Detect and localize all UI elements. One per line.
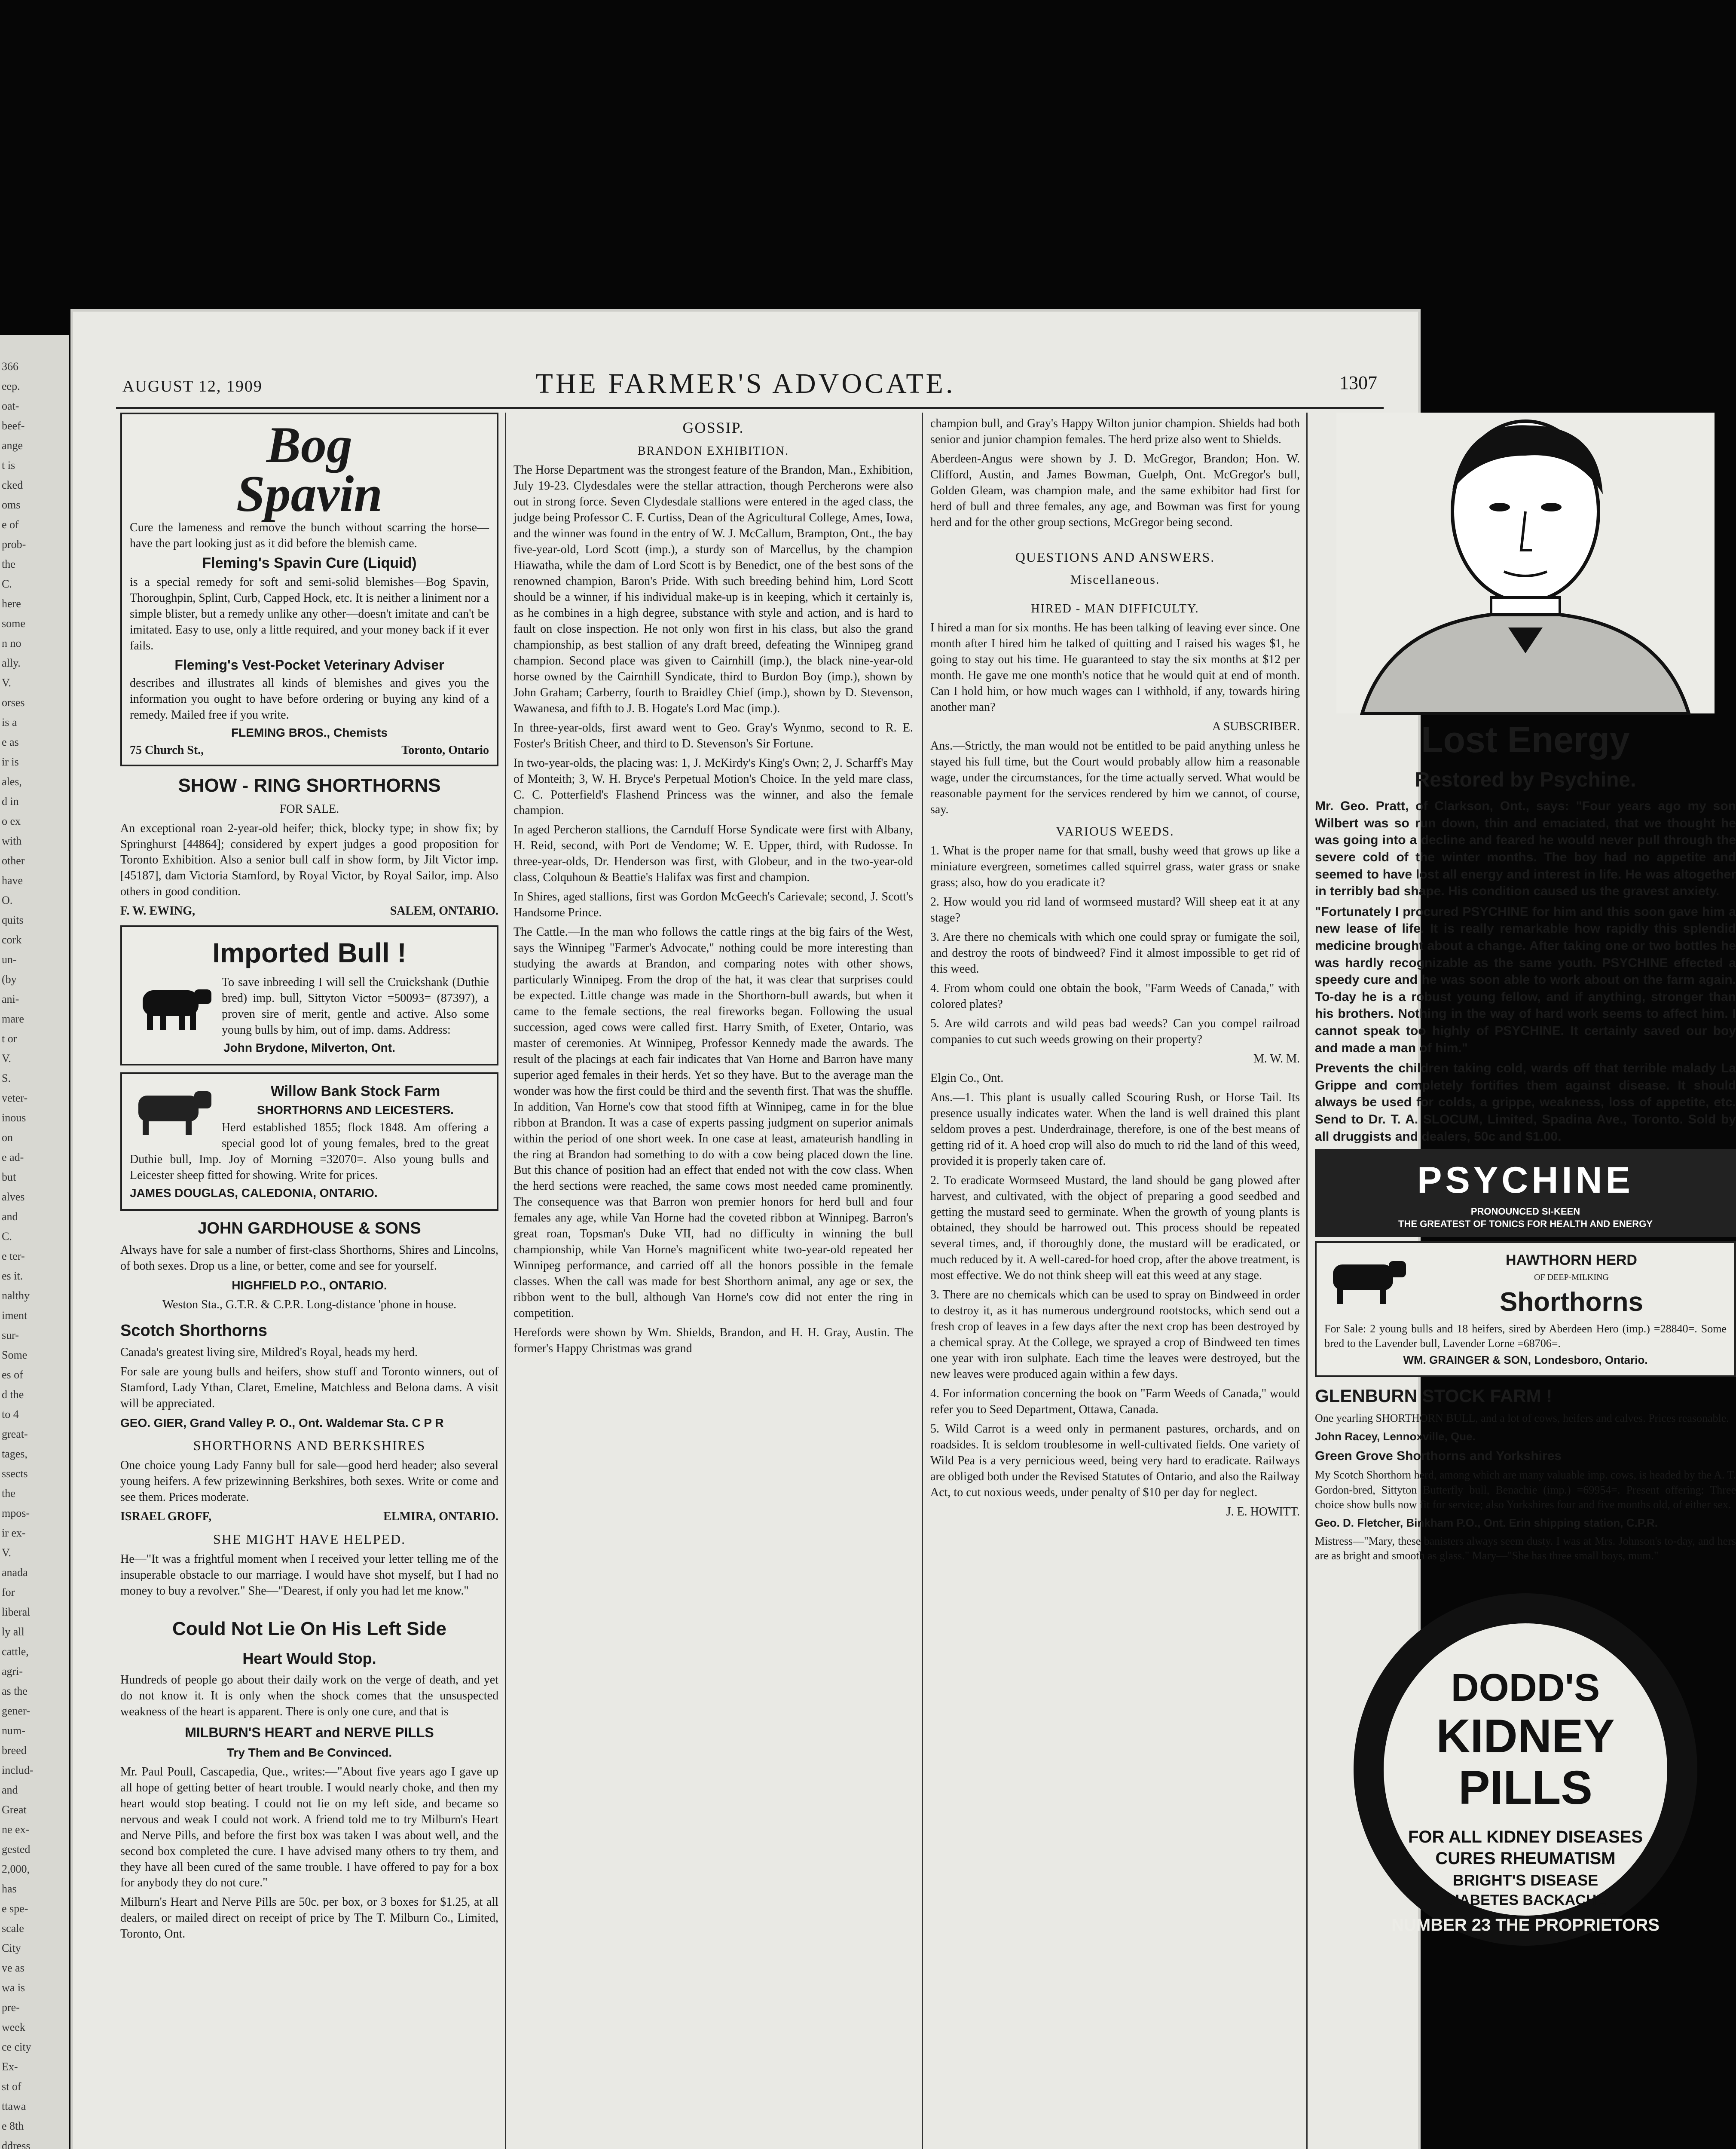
prev-page-fragment: V. — [2, 677, 11, 689]
bull-illustration — [130, 977, 216, 1033]
banister-joke: Mistress—"Mary, these banisters always seem dusty. I was at Mrs. Johnson's to-day, and hers are as bright and smooth as glass." Mary—"She has three small boys, mum." — [1315, 1534, 1736, 1562]
prev-page-fragment: scale — [2, 1922, 24, 1935]
prev-page-fragment: e as — [2, 736, 19, 748]
prev-page-fragment: great- — [2, 1428, 28, 1440]
newspaper-page — [73, 312, 1736, 2149]
brydone-sign: John Brydone, Milverton, Ont. — [223, 1041, 395, 1054]
shorthorn-bull-illustration — [1324, 1252, 1410, 1307]
prev-page-fragment: ally. — [2, 657, 21, 669]
prev-page-fragment: eep. — [2, 380, 20, 392]
hired-question: I hired a man for six months. He has been talking of leaving ever since. One month after I hired him he talked of quitting and I raised his wages $1, he going to stay out his time. He guaranteed to stay the six months at $12 per month. He gave me one month's notice that he would quit at end of month. Can I hold him, or how much wages can I withhold, if any, towards hiring another man? — [930, 621, 1300, 714]
prev-page-fragment: beef- — [2, 419, 25, 432]
prev-page-fragment: es of — [2, 1368, 23, 1381]
ewing-name: F. W. EWING, — [120, 904, 196, 918]
prev-page-fragment: e spe- — [2, 1902, 28, 1915]
milburn-tag: Try Them and Be Convinced. — [226, 1745, 392, 1759]
scotch-body: For sale are young bulls and heifers, show stuff and Toronto winners, out of Stamford, Lady Ythan, Claret, Emeline, Matchless and Belona dams. A visit will be appreciated. — [120, 1365, 498, 1411]
weeds-sign: M. W. M. — [1253, 1052, 1300, 1065]
weeds-a1: Ans.—1. This plant is usually called Scouring Rush, or Horse Tail. Its presence usually indicates water. When the land is well drained this plant seldom proves a pest. Underdrainage, therefore, is one of the best means of getting rid of it. A hoed crop will also do much to rid the land of this weed, provided it is properly taken care of. — [930, 1090, 1300, 1168]
hawthorn-breed: Shorthorns — [1499, 1287, 1644, 1317]
prev-page-fragment: veter- — [2, 1092, 28, 1104]
spavin-title: Spavin — [236, 465, 383, 522]
prev-page-fragment: ne ex- — [2, 1823, 30, 1836]
prev-page-fragment: 2,000, — [2, 1863, 30, 1875]
prev-page-fragment: alves — [2, 1191, 25, 1203]
vest-pocket-name: Fleming's Vest-Pocket Veterinary Adviser — [174, 657, 444, 673]
spavin-cure-text: is a special remedy for soft and semi-solid blemishes—Bog Spavin, Thoroughpin, Splint, Curb, Capped Hock, etc. It is neither a liniment nor a simple blister, but a remedy unlike any other—doesn't imitate and can't be imitated. Easy to use, only a little required, and your money back if it ever fails. — [130, 575, 489, 652]
gier-sign: GEO. GIER, Grand Valley P. O., Ont. Waldemar Sta. C P R — [120, 1416, 444, 1430]
column-divider — [505, 413, 506, 2149]
prev-page-fragment: V. — [2, 1052, 11, 1065]
prev-page-fragment: cork — [2, 934, 22, 946]
prev-page-fragment: cked — [2, 479, 23, 491]
prev-page-fragment: o ex — [2, 815, 21, 827]
bog-spavin-ad — [120, 413, 498, 766]
gossip-p1: In three-year-olds, first award went to Geo. Gray's Wynmo, second to R. E. Foster's British Cheer, and third to D. Stevenson's Sir Fortune. — [513, 721, 913, 750]
header-rule — [116, 407, 1384, 409]
groff-name: ISRAEL GROFF, — [120, 1510, 212, 1524]
gossip-p2: In two-year-olds, the placing was: 1, J. McKirdy's King's Own; 2, J. Scharff's May of Monteith; 3, W. H. Bryce's Perpetual Motion's Choice. In the yeld mare class, C. C. Potterfield's Flashend Princess was the winner, and also the female champion. — [513, 756, 913, 817]
prev-page-fragment: mare — [2, 1013, 24, 1025]
prev-page-fragment: n no — [2, 637, 21, 649]
gossip-sub: BRANDON EXHIBITION. — [637, 444, 789, 458]
groff-sign — [120, 1509, 498, 1525]
weeds-q3: 3. Are there no chemicals with which one could spray or fumigate the soil, and destroy the roots of bindweed? Find it almost impossible to get rid of this weed. — [930, 931, 1300, 976]
prev-page-fragment: oms — [2, 499, 21, 511]
hawthorn-body: For Sale: 2 young bulls and 18 heifers, sired by Aberdeen Hero (imp.) =28840=. Some bred to the Lavender bull, Lavender Lorne =68706=. — [1324, 1322, 1727, 1350]
prev-page-fragment: ales, — [2, 775, 22, 788]
previous-page-strip — [0, 335, 69, 2149]
column-2 — [513, 413, 913, 1360]
prev-page-fragment: ddress — [2, 2140, 31, 2149]
prev-page-fragment: inous — [2, 1111, 26, 1124]
fletcher-sign: Geo. D. Fletcher, Binkham P.O., Ont. Erin shipping station, C.P.R. — [1315, 1516, 1658, 1530]
prev-page-fragment: un- — [2, 953, 17, 966]
prev-page-fragment: (by — [2, 973, 17, 986]
show-ring-sub: FOR SALE. — [279, 802, 339, 816]
column-1 — [120, 413, 498, 1946]
prev-page-fragment: ani- — [2, 993, 19, 1005]
prev-page-fragment: ly all — [2, 1626, 24, 1638]
angus-paragraph: Aberdeen-Angus were shown by J. D. McGregor, Brandon; Hon. W. Clifford, Austin, and James Bowman, Guelph, Ont. McGregor's bull, Golden Gleam, was champion male, and the same exhibitor had first for herd of bull and three females, any age, and Bowman was first for young herd and for the other group sections, McGregor being second. — [930, 452, 1300, 529]
prev-page-fragment: C. — [2, 578, 12, 590]
portrait-illustration — [1336, 413, 1715, 713]
page-number: 1307 — [1339, 372, 1377, 393]
prev-page-fragment: ssects — [2, 1467, 28, 1480]
prev-page-fragment: ir ex- — [2, 1527, 26, 1539]
cattle-illustration — [130, 1083, 216, 1139]
prev-page-fragment: tages, — [2, 1448, 28, 1460]
psychine-tag: THE GREATEST OF TONICS FOR HEALTH AND ENERGY — [1398, 1218, 1653, 1229]
prev-page-fragment: on — [2, 1131, 13, 1144]
willow-bank-title: Willow Bank Stock Farm — [270, 1083, 440, 1099]
prev-page-fragment: Ex- — [2, 2060, 18, 2073]
prev-page-fragment: d in — [2, 795, 19, 808]
prev-page-fragment: breed — [2, 1744, 27, 1757]
fleming-firm: FLEMING BROS., Chemists — [231, 726, 388, 739]
prev-page-fragment: the — [2, 558, 15, 570]
weeds-a2: 2. To eradicate Wormseed Mustard, the land should be gang plowed after harvest, and cultivated, with the object of preparing a good seedbed and getting the mustard seed to germinate. When the growth of young plants is obtained, they should be harrowed out. This process should be repeated several times, and, if thoroughly done, the mustard will be eradicated, or much reduced by it. A well-cared-for hoed crop, after the above treatment, is most effective. We do not think sheep will eat this weed at any stage. — [930, 1173, 1300, 1283]
psychine-word: PSYCHINE — [1417, 1160, 1634, 1201]
prev-page-fragment: 366 — [2, 360, 18, 373]
column-3 — [930, 413, 1300, 1524]
prev-page-fragment: and — [2, 1784, 18, 1796]
prev-page-fragment: e ter- — [2, 1250, 25, 1262]
bog-title: Bog — [266, 416, 353, 473]
vest-pocket-text: describes and illustrates all kinds of blemishes and gives you the information you ought to have before ordering or buying any kind of a remedy. Mailed free if you write. — [130, 676, 489, 722]
grainger-sign: WM. GRAINGER & SON, Londesboro, Ontario. — [1403, 1353, 1648, 1367]
hired-sign: A SUBSCRIBER. — [1212, 720, 1300, 734]
dodds-kidney-pills-logo — [1332, 1567, 1719, 1954]
prev-page-fragment: e of — [2, 518, 19, 531]
milburn-product: MILBURN'S HEART and NERVE PILLS — [185, 1724, 434, 1740]
prev-page-fragment: ce city — [2, 2041, 31, 2053]
gossip-p6: Herefords were shown by Wm. Shields, Brandon, and H. H. Gray, Austin. The former's Happy Christmas was grand — [513, 1326, 913, 1355]
prev-page-fragment: gested — [2, 1843, 31, 1855]
hawthorn-title: HAWTHORN HERD — [1506, 1252, 1637, 1268]
prev-page-fragment: pre- — [2, 2001, 20, 2014]
pills-word: PILLS — [1458, 1761, 1592, 1815]
gardhouse-station: Weston Sta., G.T.R. & C.P.R. Long-distance 'phone in house. — [162, 1298, 457, 1312]
prev-page-fragment: City — [2, 1942, 21, 1954]
hawthorn-ad — [1315, 1241, 1736, 1377]
gossip-title: GOSSIP. — [682, 419, 744, 436]
weeds-q4: 4. From whom could one obtain the book, "Farm Weeds of Canada," with colored plates? — [930, 982, 1300, 1011]
weeds-title: VARIOUS WEEDS. — [1056, 824, 1174, 839]
prev-page-fragment: has — [2, 1883, 17, 1895]
prev-page-fragment: here — [2, 597, 21, 610]
weeds-q2: 2. How would you rid land of wormseed mustard? Will sheep eat it at any stage? — [930, 895, 1300, 925]
gossip-p0: The Horse Department was the strongest feature of the Brandon, Man., Exhibition, July 19-23. Clydesdales were the stellar attraction, though Percherons were also out in strong force. Seven Clydesdale stallions were entered in the aged class, the judge being Professor C. F. Curtiss, Dean of the Agricultural College, Ames, Iowa, and the winner was found in the entry of W. J. McCallum, Brampton, Ont., the bay five-year-old, Lord Scott (imp.), a sturdy son of Marcellus, by the champion Hiawatha, while the dam of Lord Scott is by Benedict, one of the best sons of the renowned champion, Baron's Pride. With such breeding behind him, Lord Scott should be a winner, if his individual make-up is in keeping, which it certainly is, as he combines in a high degree, substance with style and action, and is hard to fault on close inspection. He not only won first in his class, but also the grand championship, as best stallion of any draft breed, defeating the Winnipeg grand champion. Second place was given to Cairnhill (imp.), the black nine-year-old horse owned by the Cairnhill Syndicate, third to Burdon Boy (imp.), shown by John Graham; Carberry, fourth to Braidley Chief (imp.), shown by D. Stevenson, Wawanesa, and fifth to J. B. Hogate's Lord Mac (imp.). — [513, 463, 913, 715]
prev-page-fragment: some — [2, 617, 25, 630]
kidney-word: KIDNEY — [1436, 1710, 1615, 1763]
racey-sign: John Racey, Lennoxville, Que. — [1315, 1430, 1476, 1443]
prev-page-fragment: week — [2, 2021, 25, 2033]
address-city: Toronto, Ontario — [401, 743, 489, 757]
spavin-cure-name: Fleming's Spavin Cure (Liquid) — [202, 554, 417, 571]
lost-energy-sub: Restored by Psychine. — [1415, 768, 1636, 791]
douglas-sign: JAMES DOUGLAS, CALEDONIA, ONTARIO. — [130, 1186, 378, 1200]
prev-page-fragment: with — [2, 835, 22, 847]
herefords-cont: champion bull, and Gray's Happy Wilton junior champion. Shields had both senior and junior champion females. The herd prize also went to Shields. — [930, 417, 1300, 446]
prev-page-fragment: prob- — [2, 538, 26, 551]
ring-text-4: DIABETES BACKACHE — [1445, 1892, 1606, 1909]
prev-page-fragment: orses — [2, 696, 25, 709]
prev-page-fragment: agri- — [2, 1665, 23, 1678]
show-ring-body: An exceptional roan 2-year-old heifer; thick, blocky type; in show fix; by Springhurst [44864]; considered by expert judges a good proposition for Toronto Exhibition. Also a senior bull calf in show form, by Jilt Victor imp. [45187], dam Victoria Stamford, by Royal Victor, by Royal Sailor, imp. Also others in good condition. — [120, 821, 498, 899]
gardhouse-body: Always have for sale a number of first-class Shorthorns, Shires and Lincolns, of both sexes. Drop us a line, or better, come and see for yourself. — [120, 1243, 498, 1273]
willow-bank-body: Herd established 1855; flock 1848. Am offering a special good lot of young females, bred to the great Duthie bull, Imp. Joy of Morning =32070=. Also young bulls and Leicester sheep fitted for showing. Write for prices. — [130, 1121, 489, 1182]
willow-bank-sub: SHORTHORNS AND LEICESTERS. — [257, 1103, 454, 1117]
hired-title: HIRED - MAN DIFFICULTY. — [1031, 602, 1199, 615]
prev-page-fragment: Some — [2, 1349, 28, 1361]
prev-page-fragment: liberal — [2, 1606, 31, 1618]
weeds-place: Elgin Co., Ont. — [930, 1071, 1004, 1085]
prev-page-fragment: as the — [2, 1685, 28, 1697]
gossip-p4: In Shires, aged stallions, first was Gordon McGeech's Carievale; second, J. Scott's Handsome Prince. — [513, 890, 913, 920]
gossip-p5: The Cattle.—In the man who follows the cattle rings at the big fairs of the West, says the Winnipeg "Farmer's Advocate," nothing could be more interesting than studying the awards at Brandon, and comparing notes with other shows, particularly Winnipeg. From the drop of the hat, it was clear that surprises could be expected. Little change was made in the Shorthorn-bull awards, but when it came to the female sections, the real fireworks began. Following the usual succession, aged cows were called first. Harry Smith, of Exeter, Ontario, was master of ceremonies. At Winnipeg, Professor Kennedy made the awards. The result of the placings at each fair indicates that Van Horne and Barron have many superior aged females in their herds. Yet so they have. But to the average man the wonder was how the first could be third and the seventh first. That was the shuffle. In addition, Van Horne's cow that stood fifth at Winnipeg, came in for the blue ribbon at Brandon. It was a case of experts passing judgment on superior animals within the period of one short week. In one case at least, amateurish handling in the ring at Brandon had something to do with a cow being placed down the line. But this chance of position had an effect that ended not with the cow class. When the herd sections were reached, the same cows most needed came prominently. The consequence was that Barron won premier honors for herd bull and four females any age, while Van Horne had the coveted ribbon at Winnipeg. Barron's great roan, Topsman's Duke VII, had no difficulty in winning the bull championship, while Van Horne's magnificent white two-year-old repeated her Winnipeg performance, and carried off all the honors possible in the female classes. When the call was made for best Shorthorn animal, any age or sex, the ribbon went to the bull, although Van Horne's cow did not enter the ring in competition. — [513, 925, 913, 1320]
column-divider — [922, 413, 923, 2149]
heart-p1: Hundreds of people go about their daily work on the verge of death, and yet do not know it. It is only when the shock comes that the unsuspected weakness of the heart is apparent. There is only one cure, and that is — [120, 1673, 498, 1718]
scotch-tag: Canada's greatest living sire, Mildred's Royal, heads my herd. — [120, 1346, 418, 1359]
groff-place: ELMIRA, ONTARIO. — [383, 1510, 498, 1524]
prev-page-fragment: other — [2, 854, 25, 867]
willow-bank-ad — [120, 1072, 498, 1211]
prev-page-fragment: anada — [2, 1566, 28, 1579]
green-grove-title: Green Grove Shorthorns and Yorkshires — [1315, 1448, 1562, 1463]
qa-title: QUESTIONS AND ANSWERS. — [1015, 549, 1215, 565]
prev-page-fragment: oat- — [2, 400, 19, 412]
issue-date: AUGUST 12, 1909 — [122, 377, 263, 395]
prev-page-fragment: and — [2, 1210, 18, 1223]
glenburn-title: GLENBURN STOCK FARM ! — [1315, 1385, 1553, 1406]
heart-title: Could Not Lie On His Left Side — [172, 1618, 446, 1640]
lost-energy-body3: Prevents the children taking cold, wards off that terrible malady La Grippe and completely fortifies them against disease. It should always be used for colds, a grippe, weakness, loss of appetite, etc. Send to Dr. T. A. SLOCUM, Limited, Spadina Ave., Toronto. Sold by all druggists and dealers, 50c and $1.00. — [1315, 1061, 1736, 1144]
imported-bull-body: To save inbreeding I will sell the Cruickshank (Duthie bred) imp. bull, Sittyton Victor =50093= (87397), a proven sire of merit, gentle and active. Also some young bulls by him, out of imp. dams. Address: — [222, 975, 489, 1037]
prev-page-fragment: includ- — [2, 1764, 34, 1776]
masthead-title: THE FARMER'S ADVOCATE. — [535, 368, 956, 399]
weeds-a3: 3. There are no chemicals which can be used to spray on Bindweed in order to destroy it, as it has numerous underground rootstocks, which send out a fresh crop of leaves in a few days after the next crop has been destroyed by a chemical spray. At the College, we sprayed a crop of Bindweed ten times one year with iron sulphate. Each time the leaves were destroyed, but the new leaves were produced again within a few days. — [930, 1288, 1300, 1381]
prev-page-fragment: to 4 — [2, 1408, 19, 1420]
prev-page-fragment: nalthy — [2, 1289, 30, 1302]
ring-text-2: CURES RHEUMATISM — [1435, 1849, 1616, 1868]
prev-page-fragment: num- — [2, 1724, 25, 1737]
gardhouse-title: JOHN GARDHOUSE & SONS — [198, 1219, 421, 1238]
green-grove-body: My Scotch Shorthorn herd, among which are many valuable imp. cows, is headed by the A. T. Gordon-bred, Sittyton Butterfly bull, Benachie (imp.) =69954=. Present offering: Three choice show bulls now fit for service; also Yorkshires four and five months old, of either sex. — [1315, 1469, 1736, 1511]
lost-energy-body2: "Fortunately I procured PSYCHINE for him and this soon gave him a new lease of life. It is really remarkable how rapidly this splendid medicine brought about a change. After taking one or two bottles he was hardly recognizable as the same youth. PSYCHINE effected a speedy cure and he was soon able to work about on the farm again. To-day he is a robust young fellow, and if anything, stronger than his brothers. Nothing in the way of hard work seems to affect him. I cannot speak too highly of PSYCHINE. It certainly saved our boy and made a man of him." — [1315, 904, 1736, 1055]
prev-page-fragment: the — [2, 1487, 15, 1500]
prev-page-fragment: but — [2, 1171, 16, 1183]
ewing-place: SALEM, ONTARIO. — [390, 904, 498, 918]
column-4 — [1315, 413, 1736, 1954]
lost-energy-title: Lost Energy — [1421, 719, 1630, 760]
psychine-logo — [1315, 1149, 1736, 1237]
hawthorn-sub: OF DEEP-MILKING — [1534, 1272, 1609, 1282]
prev-page-fragment: wa is — [2, 1981, 25, 1994]
prev-page-fragment: ir is — [2, 756, 19, 768]
glenburn-body: One yearling SHORTHORN BULL, and a lot of cows, heifers and calves. Prices reasonable. — [1315, 1412, 1729, 1425]
weeds-q1: 1. What is the proper name for that small, bushy weed that grows up like a miniature evergreen, sometimes called squirrel grass, water grass or snake grass; also, how do you eradicate it? — [930, 844, 1300, 890]
show-ring-title: SHOW - RING SHORTHORNS — [178, 774, 441, 796]
gossip-p3: In aged Percheron stallions, the Carnduff Horse Syndicate were first with Albany, H. Reid, second, with Port de Vendome; W. E. Upper, third, with Rudosse. In three-year-olds, Dr. Henderson was first, with Globeur, and in the two-year-old class, Colquhoun & Beattie's Halifax was first and champion. — [513, 823, 913, 885]
howitt-sign: J. E. HOWITT. — [1226, 1505, 1300, 1518]
gardhouse-place: HIGHFIELD P.O., ONTARIO. — [232, 1279, 387, 1292]
prev-page-fragment: st of — [2, 2080, 21, 2093]
ring-text-5: NUMBER 23 THE PROPRIETORS — [1391, 1916, 1660, 1935]
prev-page-fragment: e 8th — [2, 2120, 24, 2132]
prev-page-fragment: V. — [2, 1546, 11, 1559]
prev-page-fragment: es it. — [2, 1270, 23, 1282]
prev-page-fragment: cattle, — [2, 1645, 29, 1658]
prev-page-fragment: gener- — [2, 1705, 30, 1717]
page-header — [73, 367, 1418, 402]
berkshires-title: SHORTHORNS AND BERKSHIRES — [193, 1438, 426, 1454]
heart-p3: Milburn's Heart and Nerve Pills are 50c. per box, or 3 boxes for $1.25, at all dealers, or mailed direct on receipt of price by The T. Milburn Co., Limited, Toronto, Ont. — [120, 1895, 498, 1941]
prev-page-fragment: mpos- — [2, 1507, 30, 1519]
weeds-q5: 5. Are wild carrots and wild peas bad weeds? Can you compel railroad companies to cut such weeds growing on their property? — [930, 1017, 1300, 1046]
prev-page-fragment: d the — [2, 1388, 24, 1401]
prev-page-fragment: t is — [2, 459, 15, 471]
heart-sub: Heart Would Stop. — [242, 1650, 376, 1668]
fleming-address — [130, 743, 489, 759]
heart-p2: Mr. Paul Poull, Cascapedia, Que., writes:—"About five years ago I gave up all hope of getting better of heart trouble. I would nearly choke, and then my heart would stop beating. I could not lie on my left side, and became so nervous and weak I could not work. A friend told me to try Milburn's Heart and Nerve Pills, and before the first box was taken I was about well, and the second box completed the cure. I have advised many others to try them, and they have all been cured of the same trouble. I have offered to pay for a box for anybody they do not cure." — [120, 1765, 498, 1890]
imported-bull-title: Imported Bull ! — [212, 937, 406, 969]
weeds-a5: 5. Wild Carrot is a weed only in permanent pastures, orchards, and on roadsides. It is seldom troublesome in well-cultivated fields. One variety of Wild Pea is a very pernicious weed, being very hard to eradicate. Railways are obliged both under the Revised Statutes of Ontario, and also the Railway Act, to cut noxious weeds, under penalty of $10 per day for neglect. — [930, 1422, 1300, 1499]
prev-page-fragment: ve as — [2, 1962, 24, 1974]
joke-text: He—"It was a frightful moment when I received your letter telling me of the insuperable obstacle to our marriage. I would have shot myself, but I had no money to buy a revolver." She—"Dearest, if only you had let me know." — [120, 1552, 498, 1598]
hired-answer: Ans.—Strictly, the man would not be entitled to be paid anything unless he stayed his full time, but the Court would probably allow him a reasonable wage, under the circumstances, for the time actually served. What would be reasonable payment for the services rendered by him we cannot, of course, say. — [930, 739, 1300, 816]
bog-intro: Cure the lameness and remove the bunch without scarring the horse—have the part looking just as it did before the blemish came. — [130, 521, 489, 550]
ring-text-3: BRIGHT'S DISEASE — [1452, 1871, 1598, 1889]
berkshires-body: One choice young Lady Fanny bull for sale—good herd header; also several young heifers. A few prizewinning Berkshires, both sexes. Write or come and see them. Prices moderate. — [120, 1459, 498, 1504]
prev-page-fragment: C. — [2, 1230, 12, 1243]
imported-bull-ad — [120, 925, 498, 1065]
prev-page-fragment: is a — [2, 716, 17, 729]
column-divider — [1306, 413, 1308, 2149]
prev-page-fragment: O. — [2, 894, 13, 906]
prev-page-fragment: ange — [2, 439, 23, 452]
psychine-pronounce: PRONOUNCED SI-KEEN — [1470, 1206, 1580, 1217]
prev-page-fragment: quits — [2, 914, 24, 926]
ring-text-1: FOR ALL KIDNEY DISEASES — [1408, 1828, 1643, 1847]
qa-sub: Miscellaneous. — [1070, 572, 1160, 587]
prev-page-fragment: for — [2, 1586, 15, 1598]
prev-page-fragment: iment — [2, 1309, 28, 1322]
prev-page-fragment: t or — [2, 1032, 17, 1045]
prev-page-fragment: ttawa — [2, 2100, 26, 2112]
prev-page-fragment: sur- — [2, 1329, 19, 1341]
lost-energy-body: Mr. Geo. Pratt, of Clarkson, Ont., says: "Four years ago my son Wilbert was so run down, thin and emaciated, that we thought he was going into a decline and feared he would never pull through the severe cold of the winter months. The boy had no appetite and seemed to have lost all energy and interest in life. He was altogether in terribly bad shape. His condition caused us the gravest anxiety. — [1315, 799, 1736, 899]
prev-page-fragment: have — [2, 874, 23, 887]
prev-page-fragment: S. — [2, 1072, 11, 1084]
show-ring-sign — [120, 903, 498, 919]
dodds-word: DODD'S — [1451, 1666, 1600, 1710]
address-street: 75 Church St., — [130, 743, 204, 757]
weeds-a4: 4. For information concerning the book on "Farm Weeds of Canada," would refer you to Seed Department, Ottawa, Canada. — [930, 1387, 1300, 1416]
prev-page-fragment: e ad- — [2, 1151, 24, 1163]
joke-title: SHE MIGHT HAVE HELPED. — [213, 1531, 406, 1547]
prev-page-fragment: Great — [2, 1803, 27, 1816]
scotch-title: Scotch Shorthorns — [120, 1322, 268, 1340]
